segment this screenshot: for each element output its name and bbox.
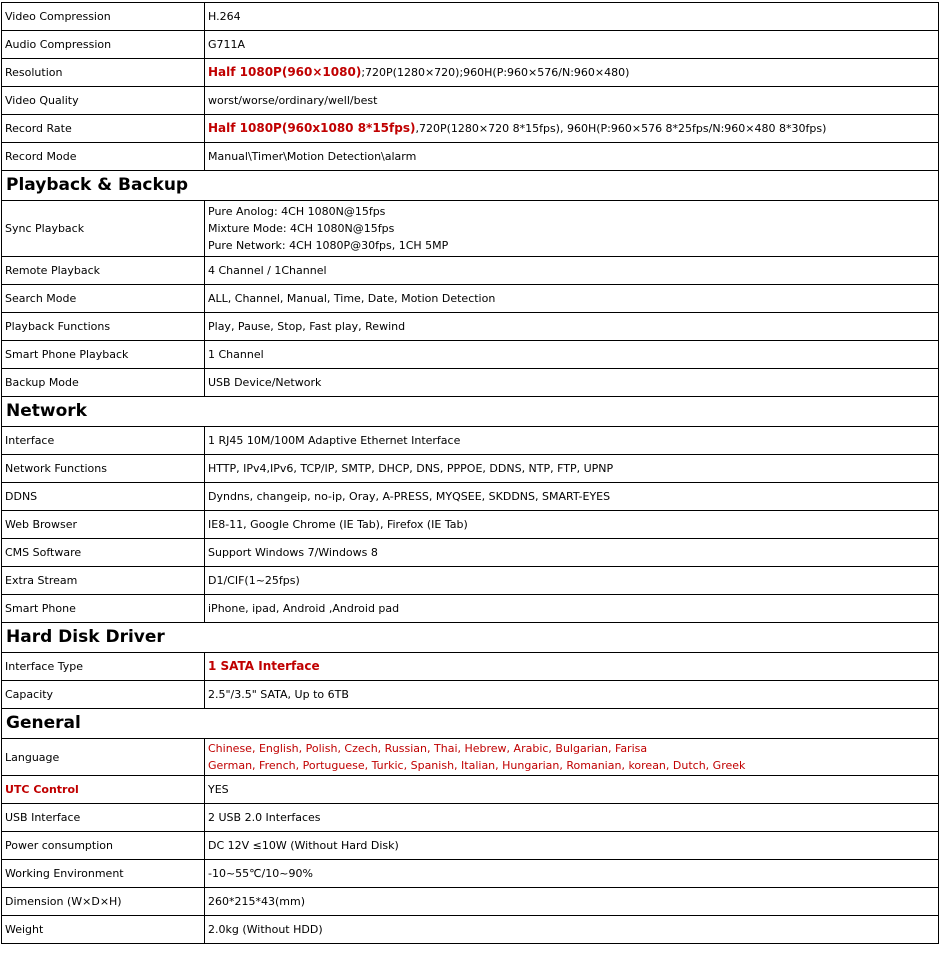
spec-label: USB Interface	[2, 804, 205, 832]
spec-label: Backup Mode	[2, 369, 205, 397]
spec-value: H.264	[205, 3, 939, 31]
spec-value: Support Windows 7/Windows 8	[205, 539, 939, 567]
highlight-text: 1 SATA Interface	[208, 659, 320, 673]
spec-value: D1/CIF(1~25fps)	[205, 567, 939, 595]
spec-row-weight	[2, 916, 939, 944]
value-line: Mixture Mode: 4CH 1080N@15fps	[208, 222, 395, 235]
spec-row-remote-playback	[2, 257, 939, 285]
spec-label: Playback Functions	[2, 313, 205, 341]
spec-row-cms-software	[2, 539, 939, 567]
spec-row-smart-phone	[2, 595, 939, 623]
spec-value	[205, 201, 939, 257]
spec-label: Smart Phone Playback	[2, 341, 205, 369]
spec-row-ddns	[2, 483, 939, 511]
spec-label: Language	[2, 739, 205, 776]
spec-value: Play, Pause, Stop, Fast play, Rewind	[205, 313, 939, 341]
spec-value: ALL, Channel, Manual, Time, Date, Motion Detection	[205, 285, 939, 313]
spec-row-video-quality	[2, 87, 939, 115]
spec-value: 1 RJ45 10M/100M Adaptive Ethernet Interface	[205, 427, 939, 455]
spec-label: Record Rate	[2, 115, 205, 143]
spec-value: 4 Channel / 1Channel	[205, 257, 939, 285]
section-header-hard-disk-driver	[2, 623, 939, 653]
spec-row-utc-control	[2, 776, 939, 804]
spec-label: Video Compression	[2, 3, 205, 31]
section-title: Hard Disk Driver	[2, 623, 939, 653]
spec-label: Power consumption	[2, 832, 205, 860]
spec-value: 2.0kg (Without HDD)	[205, 916, 939, 944]
section-title: Network	[2, 397, 939, 427]
spec-value: Dyndns, changeip, no-ip, Oray, A-PRESS, MYQSEE, SKDDNS, SMART-EYES	[205, 483, 939, 511]
spec-row-working-environment	[2, 860, 939, 888]
spec-row-backup-mode	[2, 369, 939, 397]
section-header-playback-backup	[2, 171, 939, 201]
spec-label: Resolution	[2, 59, 205, 87]
value-text: ,720P(1280×720 8*15fps), 960H(P:960×576 8*25fps/N:960×480 8*30fps)	[415, 122, 827, 135]
value-line: Pure Network: 4CH 1080P@30fps, 1CH 5MP	[208, 239, 449, 252]
section-title: Playback & Backup	[2, 171, 939, 201]
spec-label: Dimension (W×D×H)	[2, 888, 205, 916]
spec-value: 260*215*43(mm)	[205, 888, 939, 916]
spec-label: DDNS	[2, 483, 205, 511]
spec-row-search-mode	[2, 285, 939, 313]
spec-label: CMS Software	[2, 539, 205, 567]
spec-row-record-rate	[2, 115, 939, 143]
spec-label: Search Mode	[2, 285, 205, 313]
spec-row-language	[2, 739, 939, 776]
spec-label: Extra Stream	[2, 567, 205, 595]
spec-label: Sync Playback	[2, 201, 205, 257]
spec-table	[1, 2, 939, 944]
spec-row-video-compression	[2, 3, 939, 31]
spec-value	[205, 653, 939, 681]
highlight-text: Half 1080P(960×1080)	[208, 65, 362, 79]
spec-label: Interface	[2, 427, 205, 455]
spec-row-capacity	[2, 681, 939, 709]
spec-row-record-mode	[2, 143, 939, 171]
spec-value: iPhone, ipad, Android ,Android pad	[205, 595, 939, 623]
spec-value	[205, 739, 939, 776]
spec-value	[205, 115, 939, 143]
spec-label: Interface Type	[2, 653, 205, 681]
spec-value: Manual\Timer\Motion Detection\alarm	[205, 143, 939, 171]
spec-value: worst/worse/ordinary/well/best	[205, 87, 939, 115]
spec-value: 2.5"/3.5" SATA, Up to 6TB	[205, 681, 939, 709]
spec-row-interface	[2, 427, 939, 455]
spec-value: YES	[205, 776, 939, 804]
spec-label: Record Mode	[2, 143, 205, 171]
spec-row-sync-playback	[2, 201, 939, 257]
highlight-text: Half 1080P(960x1080 8*15fps)	[208, 121, 416, 135]
spec-row-power-consumption	[2, 832, 939, 860]
spec-label: Video Quality	[2, 87, 205, 115]
spec-label: Capacity	[2, 681, 205, 709]
highlight-label: UTC Control	[5, 783, 79, 796]
spec-row-playback-functions	[2, 313, 939, 341]
spec-value: 2 USB 2.0 Interfaces	[205, 804, 939, 832]
spec-value: DC 12V ≤10W (Without Hard Disk)	[205, 832, 939, 860]
section-title: General	[2, 709, 939, 739]
spec-label: Web Browser	[2, 511, 205, 539]
section-header-network	[2, 397, 939, 427]
spec-row-network-functions	[2, 455, 939, 483]
spec-label: Network Functions	[2, 455, 205, 483]
value-text: ;720P(1280×720);960H(P:960×576/N:960×480)	[361, 66, 630, 79]
spec-label: Remote Playback	[2, 257, 205, 285]
spec-value: 1 Channel	[205, 341, 939, 369]
value-line: Chinese, English, Polish, Czech, Russian, Thai, Hebrew, Arabic, Bulgarian, Farisa	[208, 742, 648, 755]
spec-value	[205, 59, 939, 87]
spec-label: Audio Compression	[2, 31, 205, 59]
value-line: Pure Anolog: 4CH 1080N@15fps	[208, 205, 386, 218]
spec-label	[2, 776, 205, 804]
spec-row-audio-compression	[2, 31, 939, 59]
spec-label: Smart Phone	[2, 595, 205, 623]
spec-row-usb-interface	[2, 804, 939, 832]
spec-row-interface-type	[2, 653, 939, 681]
value-line: German, French, Portuguese, Turkic, Spanish, Italian, Hungarian, Romanian, korean, Dutch, Greek	[208, 759, 746, 772]
spec-value: USB Device/Network	[205, 369, 939, 397]
spec-row-smart-phone-playback	[2, 341, 939, 369]
spec-row-resolution	[2, 59, 939, 87]
spec-row-web-browser	[2, 511, 939, 539]
spec-value: G711A	[205, 31, 939, 59]
spec-label: Weight	[2, 916, 205, 944]
spec-row-extra-stream	[2, 567, 939, 595]
spec-label: Working Environment	[2, 860, 205, 888]
section-header-general	[2, 709, 939, 739]
spec-value: HTTP, IPv4,IPv6, TCP/IP, SMTP, DHCP, DNS, PPPOE, DDNS, NTP, FTP, UPNP	[205, 455, 939, 483]
spec-value: IE8-11, Google Chrome (IE Tab), Firefox (IE Tab)	[205, 511, 939, 539]
spec-row-dimension	[2, 888, 939, 916]
spec-value: -10~55℃/10~90%	[205, 860, 939, 888]
